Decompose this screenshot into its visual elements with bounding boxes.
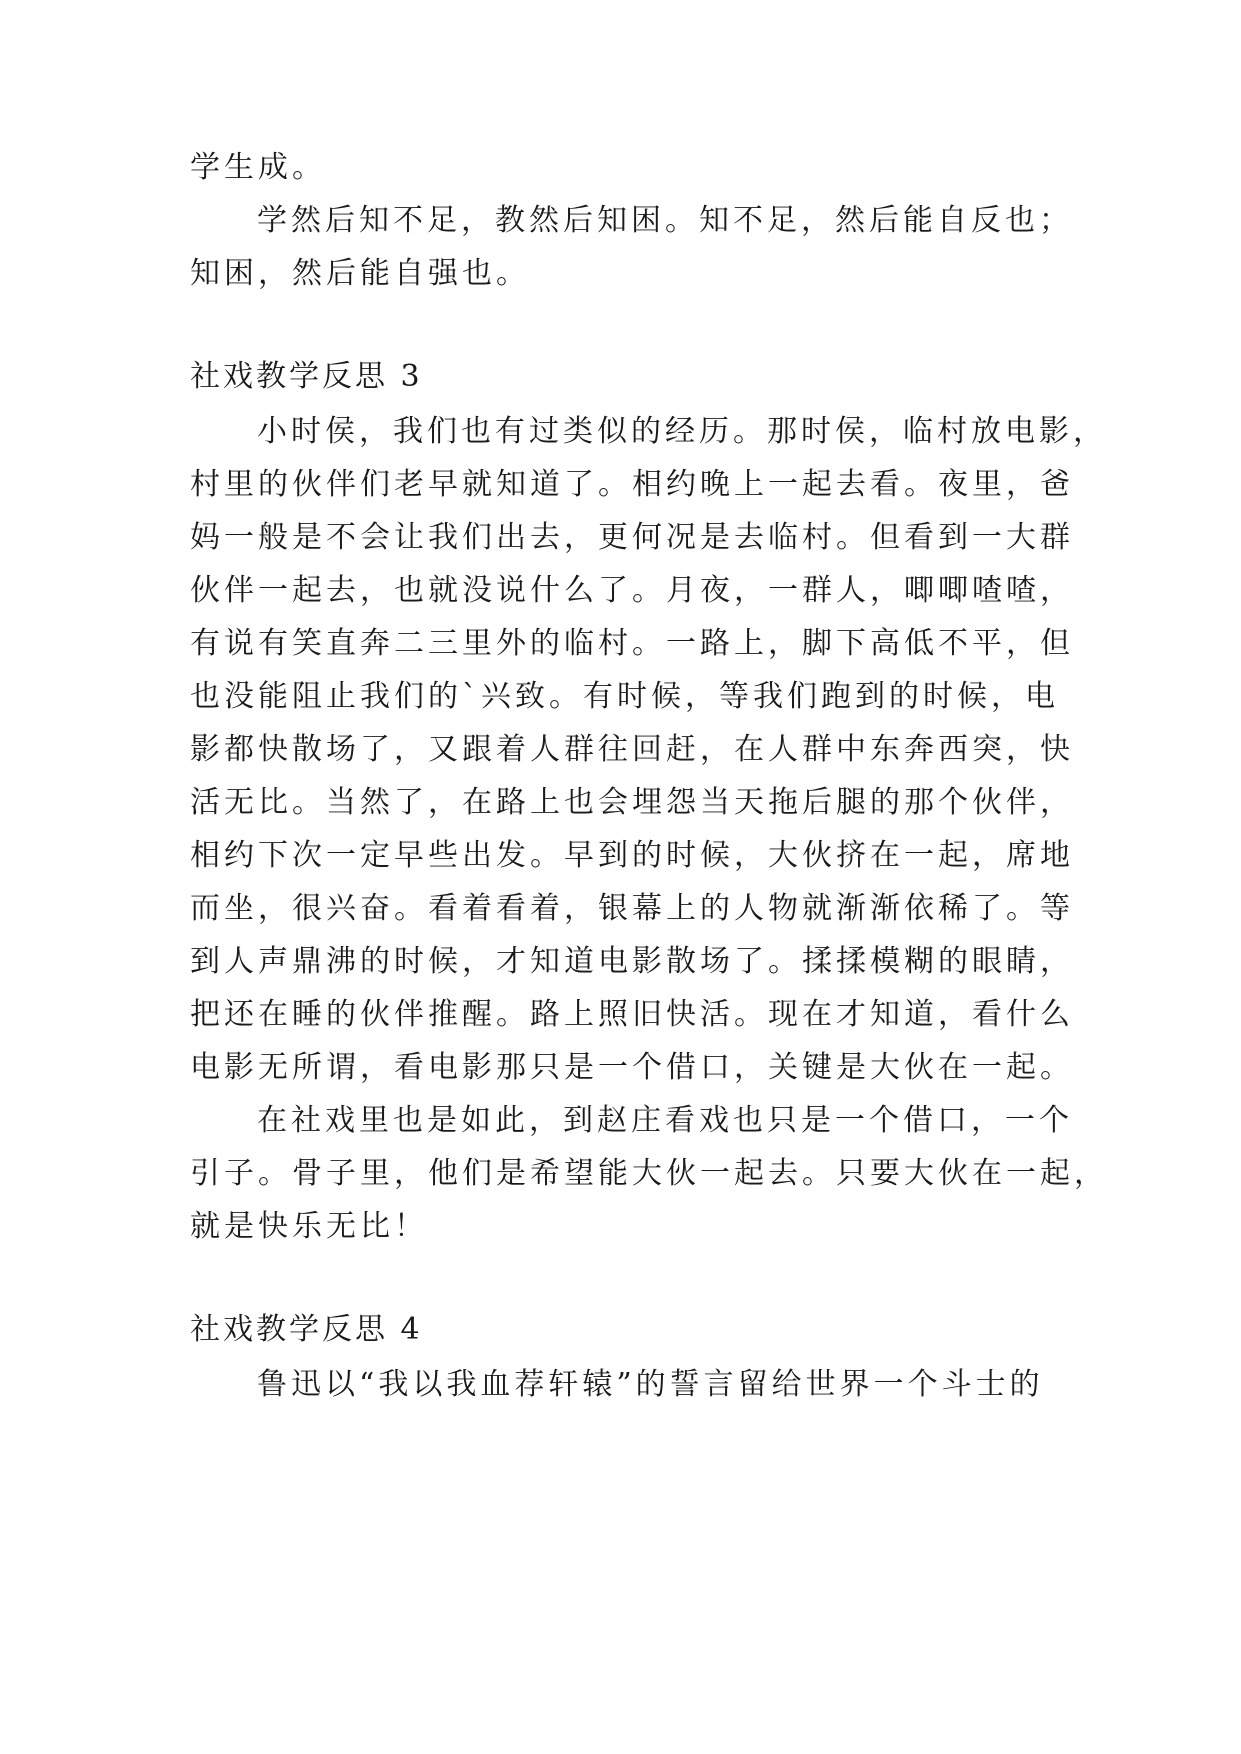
- paragraph-line: 引子。骨子里，他们是希望能大伙一起去。只要大伙在一起，: [190, 1156, 1108, 1191]
- paragraph-line: 也没能阻止我们的`兴致。有时候，等我们跑到的时候，电: [190, 679, 1059, 714]
- paragraph-line: 小时侯，我们也有过类似的经历。那时侯，临村放电影，: [257, 414, 1107, 449]
- paragraph-line: 村里的伙伴们老早就知道了。相约晚上一起去看。夜里，爸: [190, 467, 1074, 502]
- paragraph-line: 伙伴一起去，也就没说什么了。月夜，一群人，唧唧喳喳，: [190, 573, 1074, 608]
- paragraph-line: 活无比。当然了，在路上也会埋怨当天拖后腿的那个伙伴，: [190, 785, 1074, 820]
- paragraph-line: 相约下次一定早些出发。早到的时候，大伙挤在一起，席地: [190, 838, 1074, 873]
- paragraph-line: 电影无所谓，看电影那只是一个借口，关键是大伙在一起。: [190, 1050, 1074, 1085]
- paragraph-line: 学生成。: [190, 150, 326, 185]
- paragraph-line: 妈一般是不会让我们出去，更何况是去临村。但看到一大群: [190, 520, 1074, 555]
- paragraph-line: 到人声鼎沸的时候，才知道电影散场了。揉揉模糊的眼睛，: [190, 944, 1074, 979]
- paragraph-line: 鲁迅以“我以我血荐轩辕”的誓言留给世界一个斗士的: [257, 1367, 1044, 1402]
- paragraph-line: 知困，然后能自强也。: [190, 256, 530, 291]
- paragraph-line: 影都快散场了，又跟着人群往回赶，在人群中东奔西突，快: [190, 732, 1074, 767]
- paragraph-line: 有说有笑直奔二三里外的临村。一路上，脚下高低不平，但: [190, 626, 1074, 661]
- paragraph-line: 在社戏里也是如此，到赵庄看戏也只是一个借口，一个: [257, 1103, 1073, 1138]
- paragraph-line: 就是快乐无比！: [190, 1209, 428, 1244]
- paragraph-line: 学然后知不足，教然后知困。知不足，然后能自反也；: [257, 203, 1073, 238]
- paragraph-line: 把还在睡的伙伴推醒。路上照旧快活。现在才知道，看什么: [190, 997, 1074, 1032]
- section-heading: 社戏教学反思 4: [190, 1312, 423, 1347]
- paragraph-line: 而坐，很兴奋。看着看着，银幕上的人物就渐渐依稀了。等: [190, 891, 1074, 926]
- section-heading: 社戏教学反思 3: [190, 359, 423, 394]
